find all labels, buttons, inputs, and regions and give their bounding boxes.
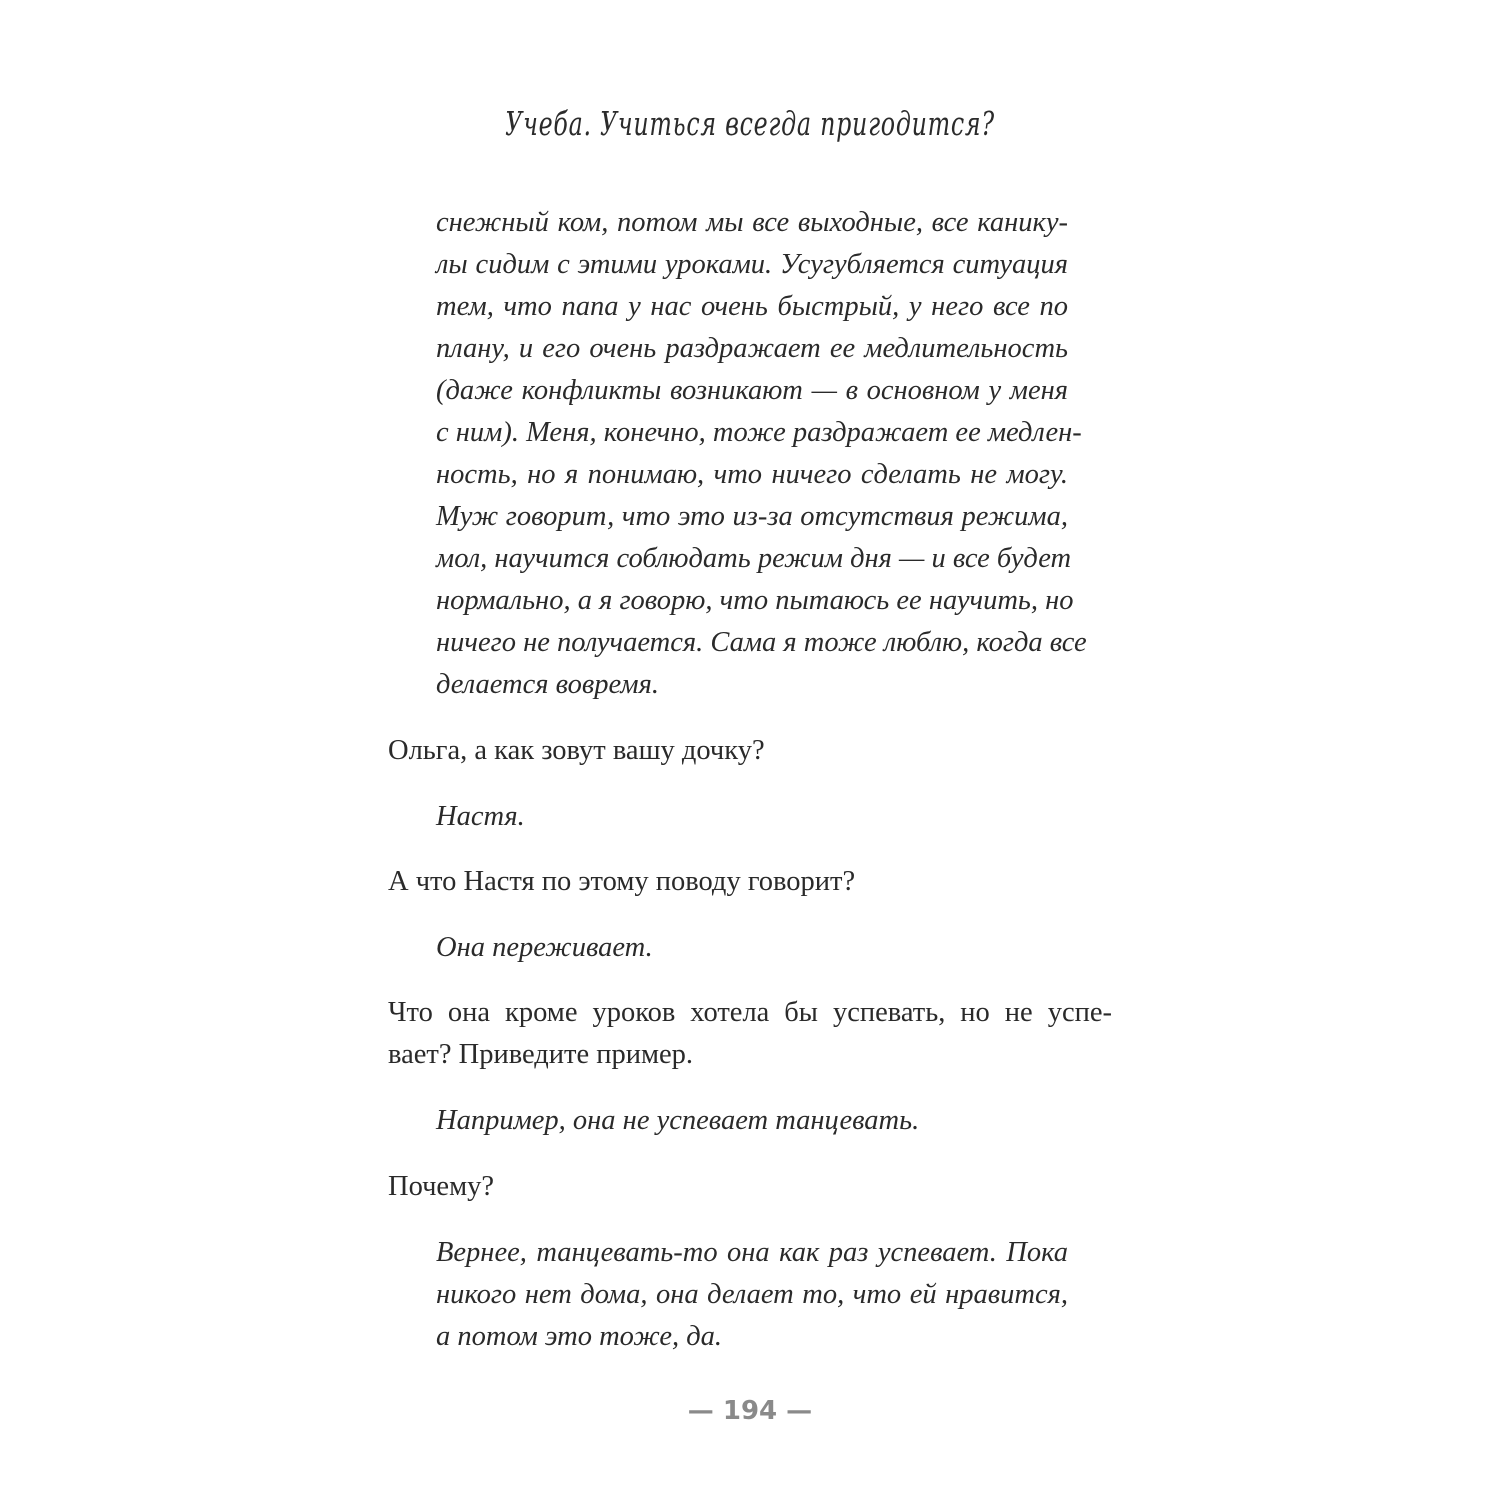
quote-line: нормально, а я говорю, что пытаюсь ее научить, но	[436, 585, 1074, 616]
question-line: Ольга, а как зовут вашу дочку?	[388, 735, 765, 766]
quote-line: с ним). Меня, конечно, тоже раздражает ее медлен-	[436, 417, 1082, 448]
page-number: — 194 —	[687, 1396, 813, 1426]
answer-line: Настя.	[436, 801, 525, 832]
question-line: Почему?	[388, 1171, 495, 1202]
question-paragraph-3	[388, 992, 1112, 1076]
question-paragraph-2	[388, 861, 1112, 903]
quote-line: мол, научится соблюдать режим дня — и все будет	[436, 543, 1072, 574]
answer-line: Например, она не успевает танцевать.	[436, 1105, 920, 1136]
question-line: вает? Приведите пример.	[388, 1039, 694, 1070]
running-header-title: Учеба. Учиться всегда пригодится?	[505, 104, 995, 143]
quote-line: делается вовремя.	[436, 669, 659, 700]
answer-line: Вернее, танцевать-то она как раз успевает. Пока	[436, 1237, 1068, 1268]
question-line: Что она кроме уроков хотела бы успевать, но не успе-	[388, 997, 1112, 1028]
answer-line: Она переживает.	[436, 932, 653, 963]
answer-line: никого нет дома, она делает то, что ей нравится,	[436, 1279, 1068, 1310]
question-paragraph-1	[388, 730, 1112, 772]
quote-line: ничего не получается. Сама я тоже люблю, когда все	[436, 627, 1087, 658]
answer-paragraph-1	[436, 796, 1068, 838]
answer-paragraph-3	[436, 1100, 1068, 1142]
answer-paragraph-2	[436, 927, 1068, 969]
quote-line: Муж говорит, что это из-за отсутствия режима,	[436, 501, 1068, 532]
question-line: А что Настя по этому поводу говорит?	[388, 866, 856, 897]
quote-line: лы сидим с этими уроками. Усугубляется ситуация	[436, 249, 1068, 280]
quote-line: плану, и его очень раздражает ее медлительность	[436, 333, 1068, 364]
quote-line: снежный ком, потом мы все выходные, все канику-	[436, 207, 1068, 238]
quote-line: тем, что папа у нас очень быстрый, у него все по	[436, 291, 1068, 322]
answer-paragraph-4	[436, 1232, 1068, 1358]
question-paragraph-4	[388, 1166, 1112, 1208]
quote-line: (даже конфликты возникают — в основном у меня	[436, 375, 1068, 406]
quote-line: ность, но я понимаю, что ничего сделать не могу.	[436, 459, 1068, 490]
answer-line: а потом это тоже, да.	[436, 1321, 723, 1352]
quote-paragraph-1	[436, 202, 1087, 706]
